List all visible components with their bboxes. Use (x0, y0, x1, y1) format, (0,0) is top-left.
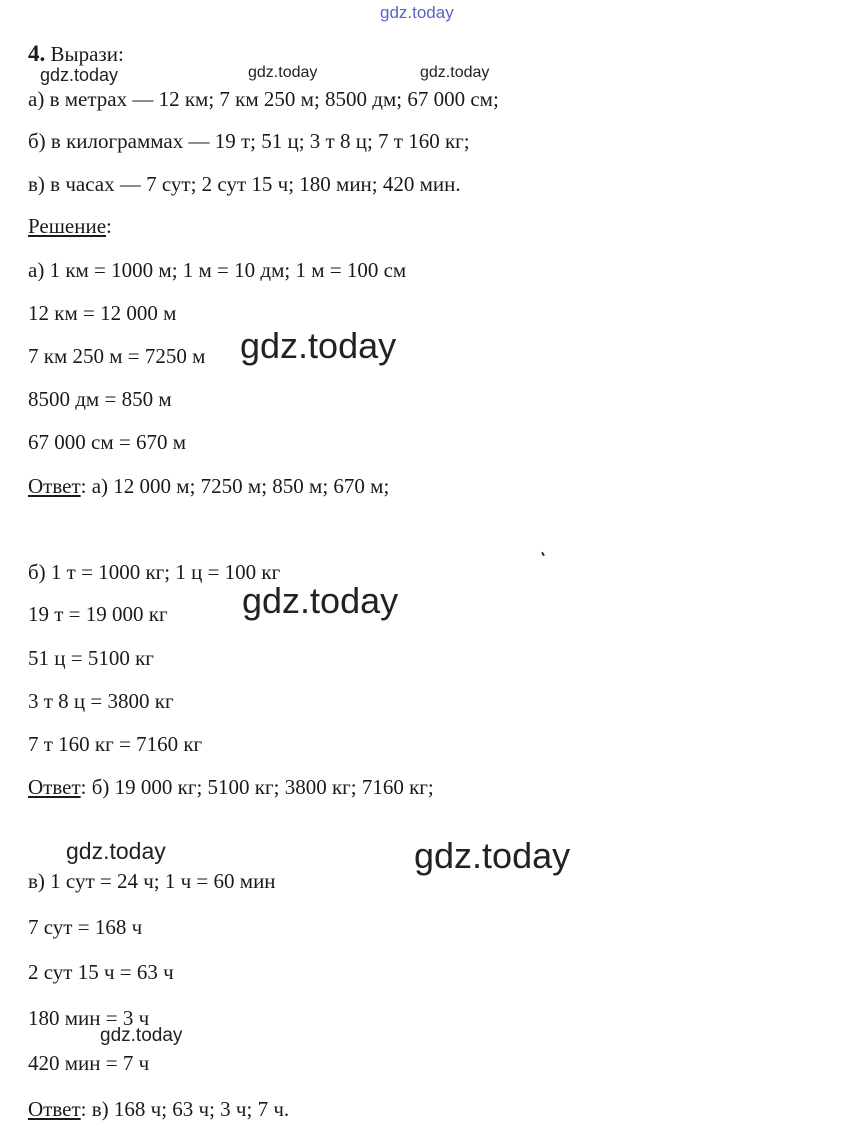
task-number: 4. (28, 41, 46, 66)
part-c-line-4: 420 мин = 7 ч (28, 1051, 150, 1075)
watermark-small-2: gdz.today (248, 64, 318, 81)
part-a-line-1: 12 км = 12 000 м (28, 301, 177, 325)
part-c-line-3: 180 мин = 3 ч (28, 1006, 150, 1030)
task-title: Вырази: (50, 42, 124, 66)
part-a-line-4: 67 000 см = 670 м (28, 430, 186, 454)
part-b-answer-label: Ответ (28, 775, 81, 799)
part-a-answer-label: Ответ (28, 474, 81, 498)
watermark-small-3: gdz.today (420, 64, 490, 81)
watermark-small-4: gdz.today (100, 1025, 183, 1046)
watermark-medium-1: gdz.today (66, 838, 166, 864)
task-heading (28, 42, 124, 65)
part-b-line-4: 7 т 160 кг = 7160 кг (28, 732, 203, 756)
part-c-answer-label: Ответ (28, 1097, 81, 1121)
part-b-answer-text: : б) 19 000 кг; 5100 кг; 3800 кг; 7160 кг; (80, 775, 434, 799)
part-b-line-2: 51 ц = 5100 кг (28, 646, 154, 670)
part-c-answer (28, 1099, 289, 1120)
watermark-top: gdz.today (380, 3, 454, 22)
solution-label (28, 216, 112, 237)
part-b-line-1: 19 т = 19 000 кг (28, 602, 168, 626)
task-item-c: в) в часах — 7 сут; 2 сут 15 ч; 180 мин; 420 мин. (28, 172, 461, 196)
part-b-line-3: 3 т 8 ц = 3800 кг (28, 689, 174, 713)
part-a-answer-text: : а) 12 000 м; 7250 м; 850 м; 670 м; (80, 474, 390, 498)
part-a-header: а) 1 км = 1000 м; 1 м = 10 дм; 1 м = 100 см (28, 258, 407, 282)
solution-label-colon: : (106, 214, 112, 238)
part-a-line-3: 8500 дм = 850 м (28, 387, 172, 411)
part-a-answer (28, 476, 389, 497)
part-b-header: б) 1 т = 1000 кг; 1 ц = 100 кг (28, 560, 281, 584)
part-c-answer-text: : в) 168 ч; 63 ч; 3 ч; 7 ч. (80, 1097, 290, 1121)
part-a-line-2: 7 км 250 м = 7250 м (28, 344, 206, 368)
task-item-b: б) в килограммах — 19 т; 51 ц; 3 т 8 ц; 7 т 160 кг; (28, 129, 470, 153)
part-b-answer (28, 777, 434, 798)
solution-label-text: Решение (28, 214, 107, 238)
watermark-small-1: gdz.today (40, 65, 119, 85)
part-c-header: в) 1 сут = 24 ч; 1 ч = 60 мин (28, 869, 276, 893)
task-item-a: а) в метрах — 12 км; 7 км 250 м; 8500 дм; 67 000 см; (28, 87, 499, 111)
scan-speck (541, 552, 545, 556)
watermark-large-2: gdz.today (242, 580, 399, 621)
part-c-line-2: 2 сут 15 ч = 63 ч (28, 960, 174, 984)
watermark-large-3: gdz.today (414, 835, 571, 876)
watermark-large-1: gdz.today (240, 325, 397, 366)
part-c-line-1: 7 сут = 168 ч (28, 915, 143, 939)
